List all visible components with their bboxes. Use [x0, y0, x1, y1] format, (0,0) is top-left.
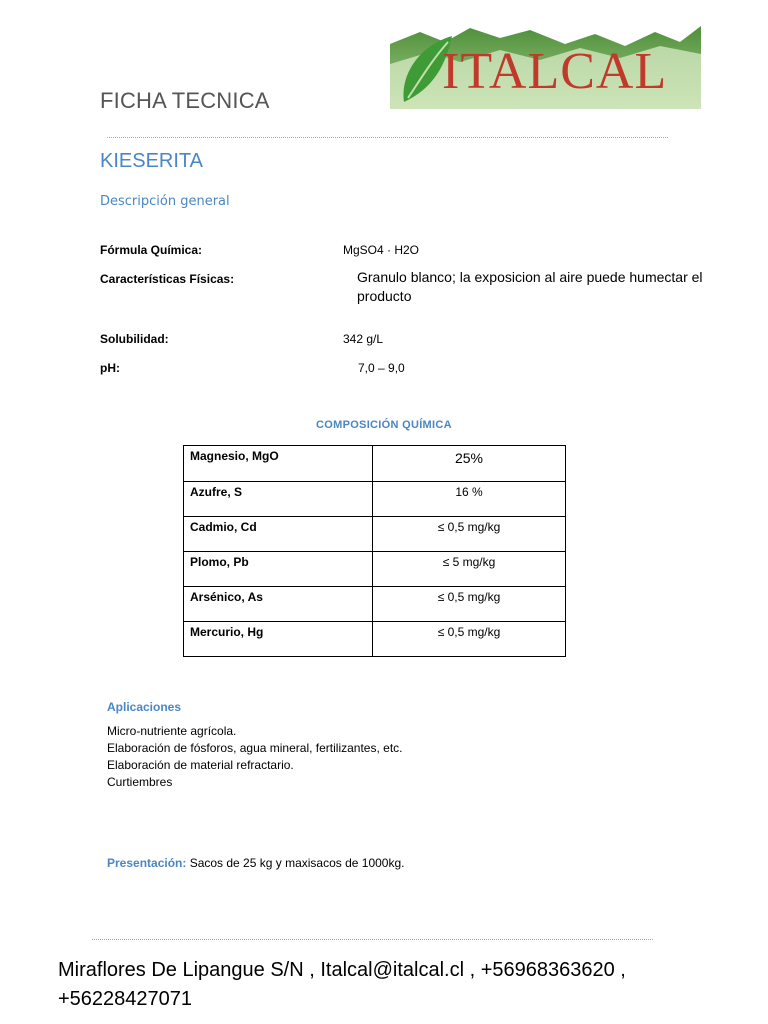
composition-table — [183, 445, 566, 657]
product-name: KIESERITA — [100, 150, 203, 172]
composition-title: COMPOSICIÓN QUÍMICA — [316, 419, 452, 431]
table-row — [184, 552, 566, 587]
section-title: Descripción general — [100, 194, 230, 209]
element-cell: Plomo, Pb — [184, 552, 373, 587]
value-cell: ≤ 5 mg/kg — [373, 552, 566, 587]
solubility-value: 342 g/L — [343, 332, 384, 346]
header-divider — [107, 137, 668, 138]
list-item: Curtiembres — [107, 775, 173, 789]
table-row — [184, 446, 566, 482]
list-item: Elaboración de material refractario. — [107, 758, 294, 772]
value-cell: 16 % — [373, 482, 566, 517]
solubility-label: Solubilidad: — [100, 332, 169, 346]
element-cell: Arsénico, As — [184, 587, 373, 622]
presentation — [107, 856, 405, 870]
document-title: FICHA TECNICA — [100, 88, 270, 113]
italcal-logo — [390, 24, 701, 109]
applications-list — [107, 723, 403, 791]
presentation-text: Sacos de 25 kg y maxisacos de 1000kg. — [186, 856, 405, 870]
footer-contact: Miraflores De Lipangue S/N , Italcal@italcal.cl , +56968363620 , +56228427071 — [58, 959, 626, 1010]
table-row — [184, 517, 566, 552]
footer-divider — [92, 939, 653, 940]
table-row — [184, 622, 566, 657]
table-row — [184, 587, 566, 622]
value-cell: ≤ 0,5 mg/kg — [373, 517, 566, 552]
element-cell: Cadmio, Cd — [184, 517, 373, 552]
presentation-label: Presentación: — [107, 856, 187, 870]
table-row — [184, 482, 566, 517]
list-item: Micro-nutriente agrícola. — [107, 724, 237, 738]
list-item: Elaboración de fósforos, agua mineral, fertilizantes, etc. — [107, 741, 403, 755]
ph-value: 7,0 – 9,0 — [358, 361, 405, 375]
formula-value: MgSO4 · H2O — [343, 243, 420, 257]
ph-label: pH: — [100, 361, 120, 375]
value-cell: ≤ 0,5 mg/kg — [373, 587, 566, 622]
formula-label: Fórmula Química: — [100, 243, 203, 257]
applications-title: Aplicaciones — [107, 700, 182, 714]
value-cell: ≤ 0,5 mg/kg — [373, 622, 566, 657]
element-cell: Mercurio, Hg — [184, 622, 373, 657]
logo-text: ITALCAL — [442, 43, 668, 100]
element-cell: Magnesio, MgO — [184, 446, 373, 482]
value-cell: 25% — [373, 446, 566, 482]
physical-label: Características Físicas: — [100, 272, 235, 286]
physical-value: Granulo blanco; la exposicion al aire puede humectar el producto — [357, 269, 703, 304]
element-cell: Azufre, S — [184, 482, 373, 517]
